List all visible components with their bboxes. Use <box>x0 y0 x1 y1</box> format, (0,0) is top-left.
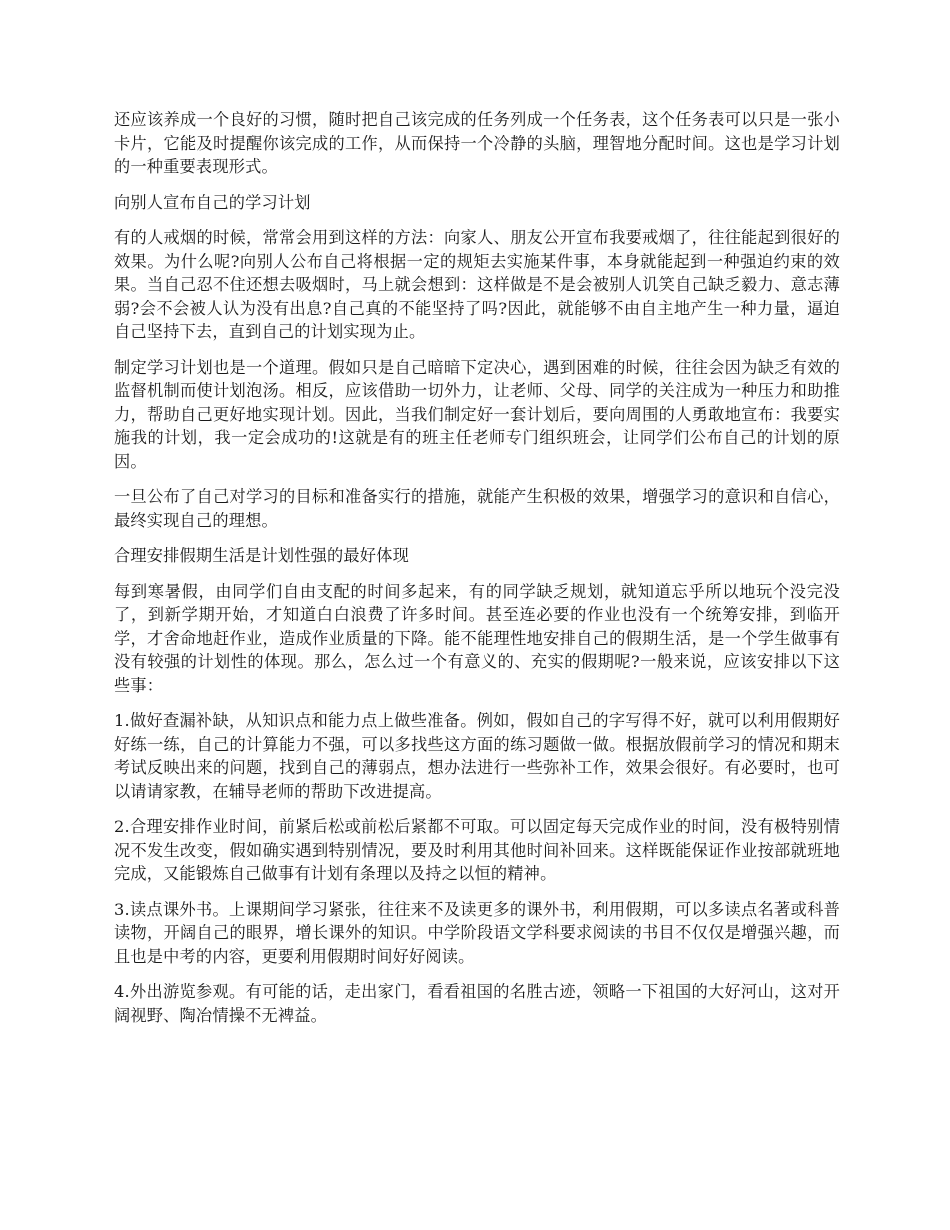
section-heading-holiday-planning: 合理安排假期生活是计划性强的最好体现 <box>114 546 409 565</box>
list-item-2-homework-schedule: 2.合理安排作业时间，前紧后松或前松后紧都不可取。可以固定每天完成作业的时间，没有极特别情况不发生改变，假如确实遇到特别情况，要及时利用其他时间补回来。这样既能保证作业按部就班地完成，又能锻炼自己做事有计划有条理以及持之以恒的精神。 <box>114 817 840 883</box>
paragraph-holiday-intro: 每到寒暑假，由同学们自由支配的时间多起来，有的同学缺乏规划，就知道忘乎所以地玩个没完没了，到新学期开始，才知道白白浪费了许多时间。甚至连必要的作业也没有一个统筹安排，到临开学，才舍命地赶作业，造成作业质量的下降。能不能理性地安排自己的假期生活，是一个学生做事有没有较强的计划性的体现。那么，怎么过一个有意义的、充实的假期呢?一般来说，应该安排以下这些事： <box>114 581 840 695</box>
document-page <box>114 108 840 1039</box>
section-heading-announce-plan: 向别人宣布自己的学习计划 <box>114 192 311 212</box>
paragraph-study-plan-reasoning: 制定学习计划也是一个道理。假如只是自己暗暗下定决心，遇到困难的时候，往往会因为缺乏有效的监督机制而使计划泡汤。相反，应该借助一切外力，让老师、父母、同学的关注成为一种压力和助推力，帮助自己更好地实现计划。因此，当我们制定好一套计划后，要向周围的人勇敢地宣布：我要实施我的计划，我一定会成功的!这就是有的班主任老师专门组织班会，让同学们公布自己的计划的原因。 <box>114 357 840 471</box>
list-item-3-extracurricular-reading: 3.读点课外书。上课期间学习紧张，往往来不及读更多的课外书，利用假期，可以多读点名著或科普读物，开阔自己的眼界，增长课外的知识。中学阶段语文学科要求阅读的书目不仅仅是增强兴趣，而且也是中考的内容，更要利用假期时间好好阅读。 <box>114 899 840 966</box>
paragraph-task-list-habit: 还应该养成一个良好的习惯，随时把自己该完成的任务列成一个任务表，这个任务表可以只是一张小卡片，它能及时提醒你该完成的工作，从而保持一个冷静的头脑，理智地分配时间。这也是学习计划的一种重要表现形式。 <box>114 110 840 176</box>
paragraph-announce-effect: 一旦公布了自己对学习的目标和准备实行的措施，就能产生积极的效果，增强学习的意识和自信心，最终实现自己的理想。 <box>114 487 840 530</box>
list-item-1-review-gaps: 1.做好查漏补缺，从知识点和能力点上做些准备。例如，假如自己的字写得不好，就可以利用假期好好练一练，自己的计算能力不强，可以多找些这方面的练习题做一做。根据放假前学习的情况和期末考试反映出来的问题，找到自己的薄弱点，想办法进行一些弥补工作，效果会很好。有必要时，也可以请请家教，在辅导老师的帮助下改进提高。 <box>114 711 840 801</box>
paragraph-quit-smoking-example: 有的人戒烟的时候，常常会用到这样的方法：向家人、朋友公开宣布我要戒烟了，往往能起到很好的效果。为什么呢?向别人公布自己将根据一定的规矩去实施某件事，本身就能起到一种强迫约束的效果。当自己忍不住还想去吸烟时，马上就会想到：这样做是不是会被别人讥笑自己缺乏毅力、意志薄弱?会不会被人认为没有出息?自己真的不能坚持了吗?因此，就能够不由自主地产生一种力量，逼迫自己坚持下去，直到自己的计划实现为止。 <box>114 228 840 341</box>
list-item-4-sightseeing: 4.外出游览参观。有可能的话，走出家门，看看祖国的名胜古迹，领略一下祖国的大好河山，这对开阔视野、陶冶情操不无裨益。 <box>114 982 840 1025</box>
